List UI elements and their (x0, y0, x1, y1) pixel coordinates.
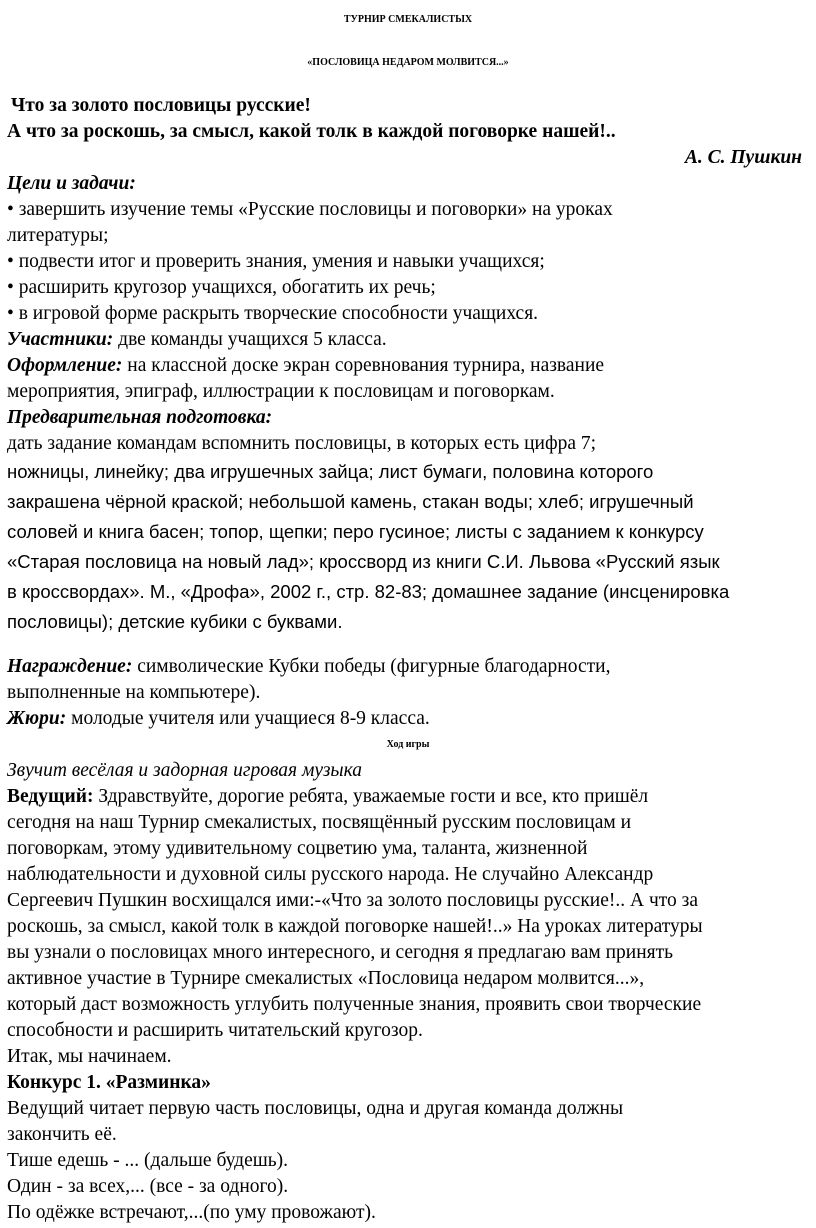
contest-1-heading: Конкурс 1. «Разминка» (7, 1072, 211, 1093)
host-line-5: Сергеевич Пушкин восхищался ими:-«Что за золото пословицы русские!.. А что за (7, 890, 699, 911)
award-line-2: выполненные на компьютере). (7, 682, 261, 703)
preparation-line-4: соловей и книга басен; топор, щепки; перо гусиное; листы с заданием к конкурсу (7, 521, 704, 542)
participants-label: Участники: (7, 329, 114, 350)
goals-heading: Цели и задачи: (7, 173, 136, 194)
game-music-note: Звучит весёлая и задорная игровая музыка (7, 760, 363, 781)
goals-item-3: • расширить кругозор учащихся, обогатить их речь; (7, 277, 436, 298)
host-line-6: роскошь, за смысл, какой толк в каждой поговорке нашей!..» На уроках литературы (7, 916, 703, 937)
award-text-a: символические Кубки победы (фигурные благодарности, (132, 656, 611, 677)
jury-text: молодые учителя или учащиеся 8-9 класса. (66, 708, 430, 729)
page-title: ТУРНИР СМЕКАЛИСТЫХ (343, 14, 473, 25)
decoration-label: Оформление: (7, 355, 123, 376)
host-line-2: сегодня на наш Турнир смекалистых, посвящённый русским пословицам и (7, 812, 631, 833)
goals-item-2: • подвести итог и проверить знания, умения и навыки учащихся; (7, 251, 545, 272)
proverb-2: Один - за всех,... (все - за одного). (7, 1176, 289, 1197)
preparation-line-2: ножницы, линейку; два игрушечных зайца; лист бумаги, половина которого (7, 461, 654, 482)
award-label: Награждение: (7, 656, 133, 677)
page-subtitle: «ПОСЛОВИЦА НЕДАРОМ МОЛВИТСЯ...» (307, 57, 509, 68)
preparation-line-3: закрашена чёрной краской; небольшой камень, стакан воды; хлеб; игрушечный (7, 491, 694, 512)
game-heading: Ход игры (386, 739, 430, 750)
contest-1-line-1: Ведущий читает первую часть пословицы, одна и другая команда должны (7, 1098, 624, 1119)
host-line-10: способности и расширить читательский кругозор. (7, 1020, 423, 1041)
goals-item-1a: • завершить изучение темы «Русские пословицы и поговорки» на уроках (7, 199, 613, 220)
host-line-4: наблюдательности и духовной силы русского народа. Не случайно Александр (7, 864, 654, 885)
preparation-line-1: дать задание командам вспомнить пословицы, в которых есть цифра 7; (7, 433, 597, 454)
jury-label: Жюри: (7, 708, 67, 729)
contest-1-line-2: закончить её. (7, 1124, 117, 1145)
proverb-3: По одёжке встречают,...(по уму провожают). (7, 1202, 376, 1223)
host-line-1 (7, 785, 648, 809)
host-line-8: активное участие в Турнире смекалистых «Пословица недаром молвится...», (7, 968, 645, 989)
preparation-line-7: пословицы); детские кубики с буквами. (7, 611, 343, 632)
decoration-line-1 (7, 354, 604, 378)
participants-text: две команды учащихся 5 класса. (113, 329, 387, 350)
decoration-line-2: мероприятия, эпиграф, иллюстрации к пословицам и поговоркам. (7, 381, 555, 402)
start-line: Итак, мы начинаем. (7, 1046, 172, 1067)
proverb-1: Тише едешь - ... (дальше будешь). (7, 1150, 288, 1171)
preparation-line-5: «Старая пословица на новый лад»; кроссворд из книги С.И. Львова «Русский язык (7, 551, 720, 572)
host-line-7: вы узнали о пословицах много интересного, и сегодня я предлагаю вам принять (7, 942, 674, 963)
host-line-3: поговоркам, этому удивительному соцветию ума, таланта, жизненной (7, 838, 588, 859)
epigraph-line-2: А что за роскошь, за смысл, какой толк в каждой поговорке нашей!.. (7, 121, 616, 142)
epigraph-line-1: Что за золото пословицы русские! (11, 95, 311, 116)
preparation-heading: Предварительная подготовка: (7, 407, 273, 428)
participants-line (7, 328, 387, 352)
goals-item-1b: литературы; (7, 225, 109, 246)
host-line-9: который даст возможность углубить полученные знания, проявить свои творческие (7, 994, 702, 1015)
decoration-text-a: на классной доске экран соревнования турнира, название (122, 355, 605, 376)
preparation-line-6: в кроссвордах». М., «Дрофа», 2002 г., стр. 82-83; домашнее задание (инсценировка (7, 581, 730, 602)
goals-item-4: • в игровой форме раскрыть творческие способности учащихся. (7, 303, 539, 324)
host-label: Ведущий: (7, 786, 94, 807)
host-text-1: Здравствуйте, дорогие ребята, уважаемые гости и все, кто пришёл (93, 786, 649, 807)
jury-line (7, 707, 430, 731)
epigraph-author: А. С. Пушкин (684, 147, 802, 168)
award-line-1 (7, 655, 610, 679)
